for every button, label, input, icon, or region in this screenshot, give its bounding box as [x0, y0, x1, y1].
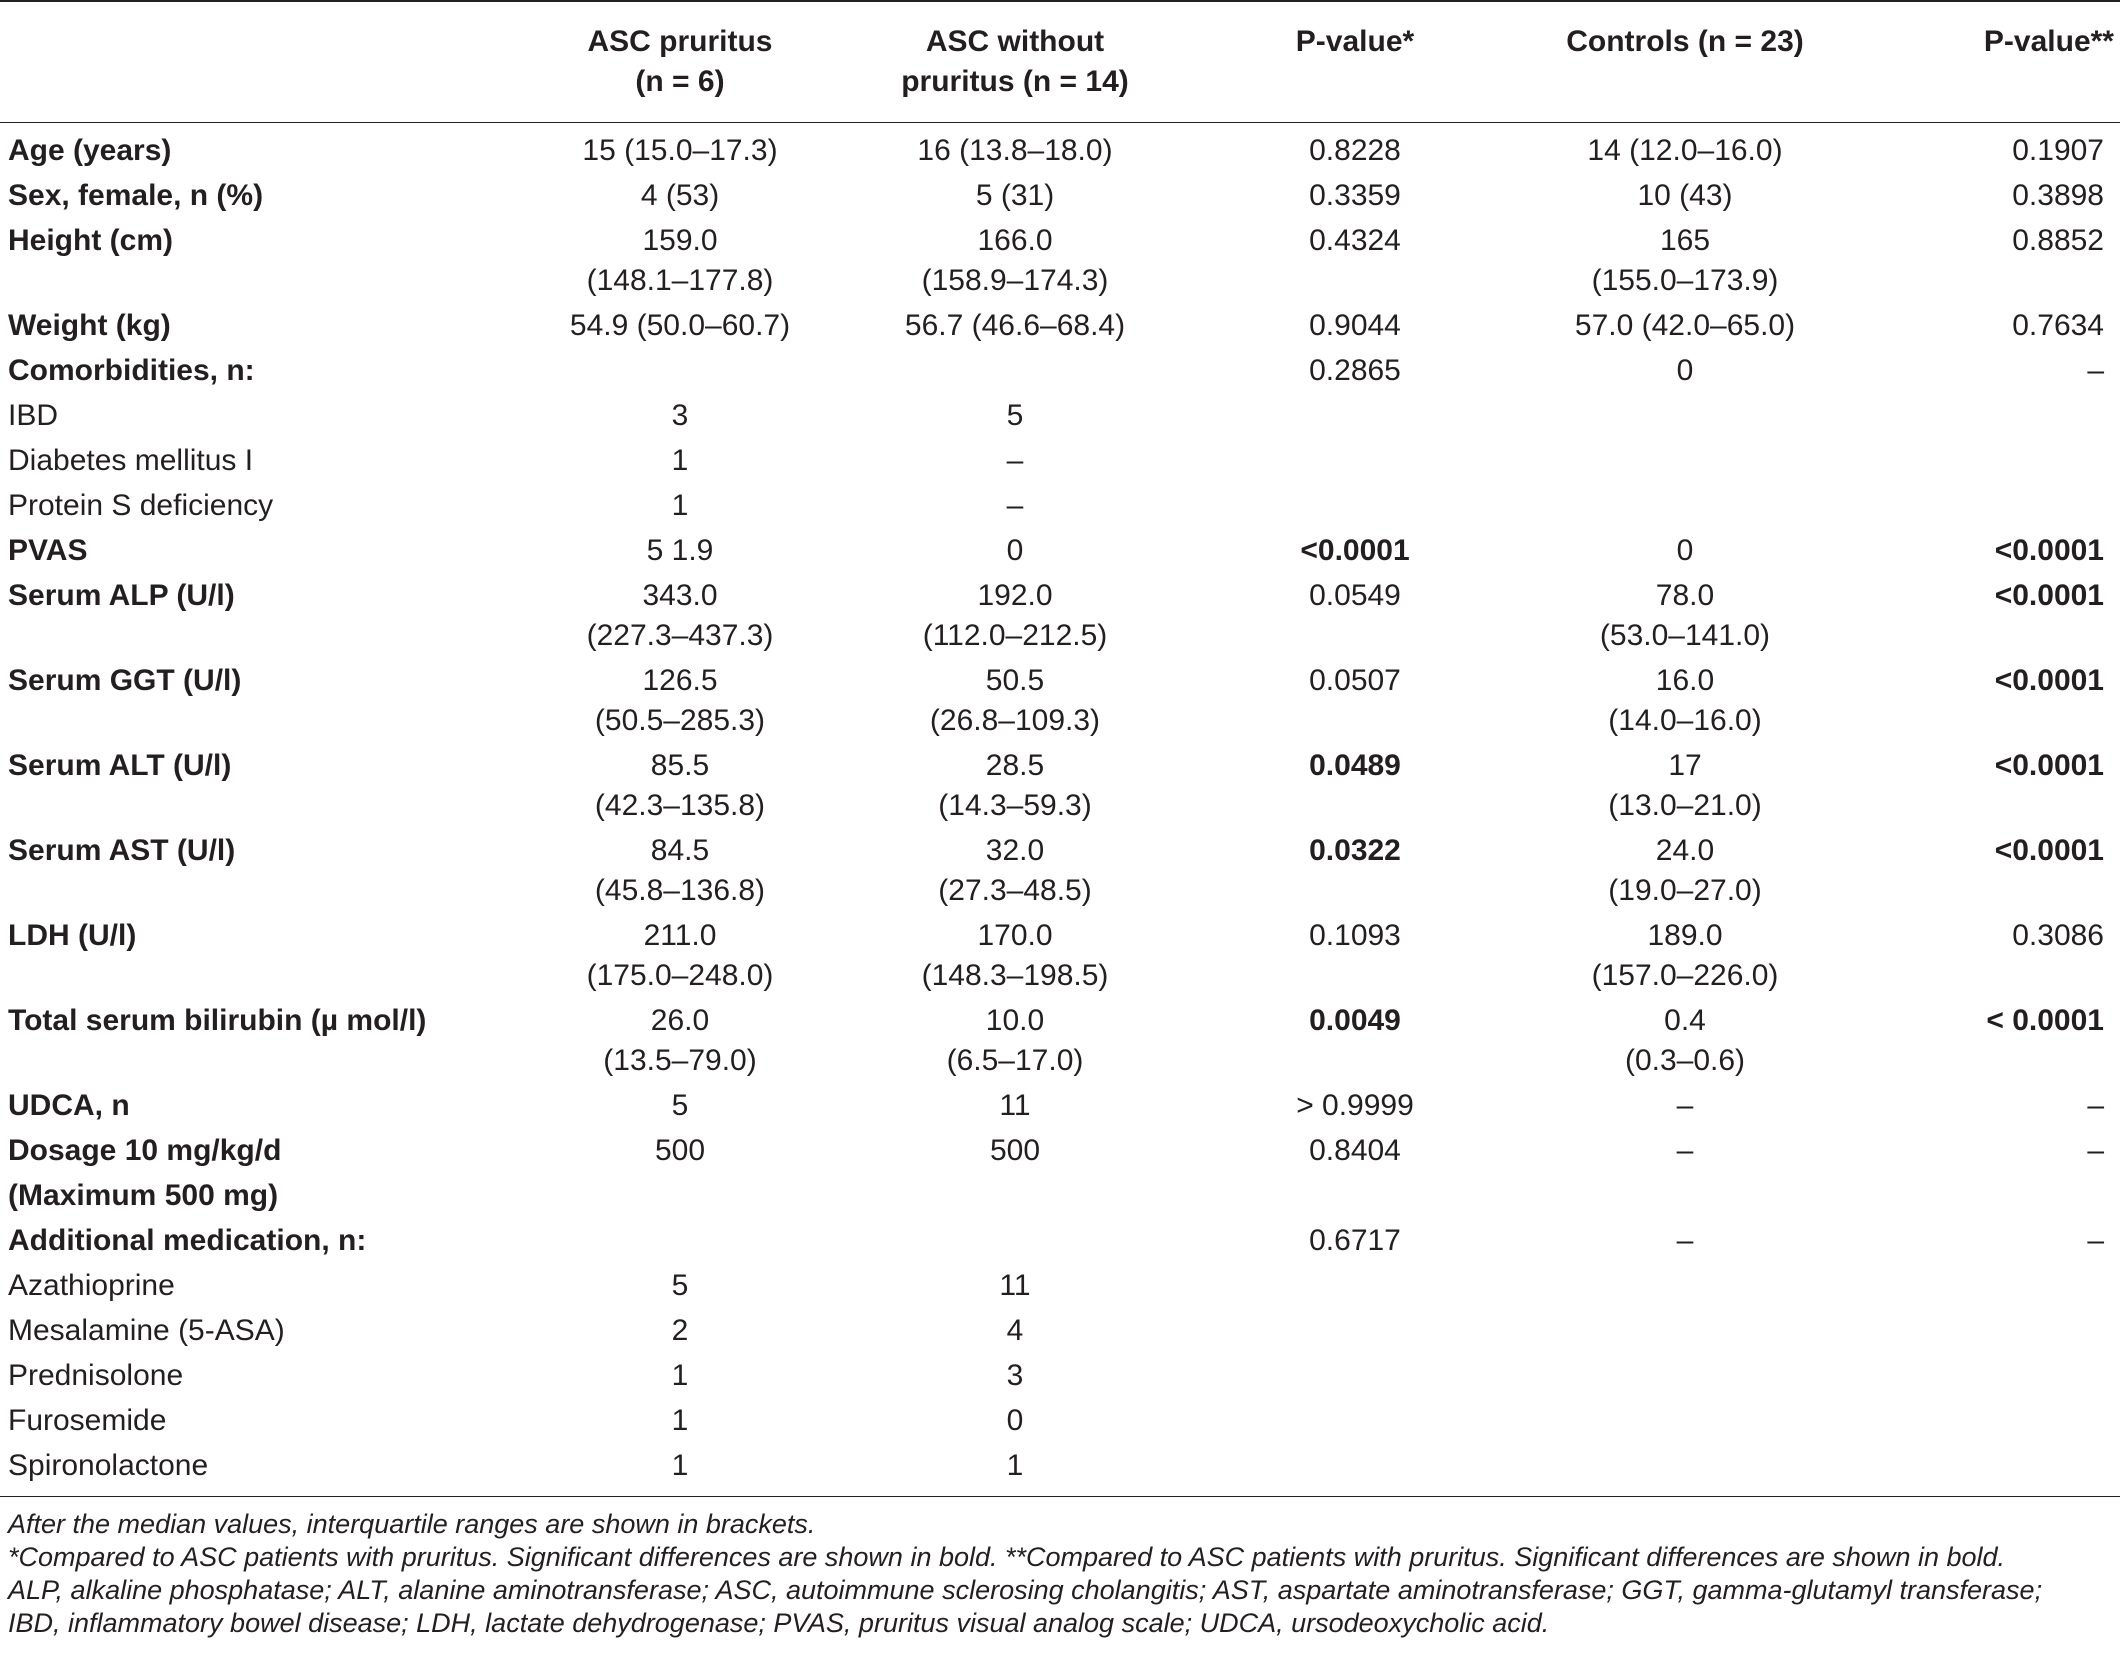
cell-p-value-1 [1210, 393, 1500, 438]
footnote-line: ALP, alkaline phosphatase; ALT, alanine aminotransferase; ASC, autoimmune sclerosing cholangitis; AST, aspartate aminotransferase; GGT, gamma-glutamyl transferase; [8, 1575, 2043, 1605]
cell-p-value-1: 0.0507 [1309, 664, 1401, 697]
row-label: Weight (kg) [8, 309, 171, 342]
cell-asc-without-pruritus: 3 [1006, 1359, 1024, 1392]
cell-p-value-1 [1210, 1353, 1500, 1398]
cell-p-value-1: 0.6717 [1309, 1224, 1401, 1257]
header-p-value-2: P-value** [1983, 25, 2114, 58]
cell-asc-without-pruritus: 56.7 (46.6–68.4) [904, 309, 1126, 342]
row-label: Additional medication, n: [8, 1224, 367, 1257]
cell-asc-pruritus: 15 (15.0–17.3) [582, 134, 778, 167]
cell-asc-pruritus [540, 348, 820, 393]
cell-p-value-1 [1210, 1263, 1500, 1308]
cell-controls: 0.4 (0.3–0.6) [1624, 1004, 1746, 1077]
header-asc-pruritus: ASC pruritus (n = 6) [587, 25, 773, 98]
cell-p-value-1 [1210, 438, 1500, 483]
table-row [0, 438, 2120, 483]
table-row [0, 1398, 2120, 1443]
cell-p-value-2 [1870, 1263, 2120, 1308]
cell-p-value-1: 0.0049 [1309, 1004, 1401, 1037]
cell-p-value-1 [1210, 483, 1500, 528]
cell-controls: 57.0 (42.0–65.0) [1574, 309, 1796, 342]
cell-asc-pruritus: 54.9 (50.0–60.7) [569, 309, 791, 342]
cell-controls: 17 (13.0–21.0) [1608, 749, 1762, 822]
cell-controls: – [1676, 1224, 1694, 1257]
cell-p-value-1 [1210, 1443, 1500, 1497]
header-p-value-1: P-value* [1295, 25, 1415, 58]
table-header [0, 1, 2120, 123]
cell-controls: 189.0 (157.0–226.0) [1591, 919, 1779, 992]
cell-controls: 78.0 (53.0–141.0) [1599, 579, 1771, 652]
cell-asc-without-pruritus: 192.0 (112.0–212.5) [922, 579, 1108, 652]
table-row [0, 173, 2120, 218]
row-label: Prednisolone [8, 1359, 184, 1392]
cell-controls: 14 (12.0–16.0) [1587, 134, 1783, 167]
cell-p-value-1: 0.0489 [1309, 749, 1401, 782]
cell-p-value-2: 0.8852 [2012, 224, 2104, 257]
cell-controls [1500, 1353, 1870, 1398]
cell-controls: 24.0 (19.0–27.0) [1608, 834, 1762, 907]
cell-p-value-2 [1870, 483, 2120, 528]
cell-asc-without-pruritus: 50.5 (26.8–109.3) [929, 664, 1101, 737]
cell-asc-without-pruritus: 170.0 (148.3–198.5) [921, 919, 1109, 992]
cell-asc-without-pruritus: 11 [999, 1269, 1031, 1302]
row-label: Serum AST (U/l) [8, 834, 236, 867]
cell-p-value-2: 0.3898 [2012, 179, 2104, 212]
cell-p-value-2: 0.1907 [2012, 134, 2104, 167]
cell-asc-pruritus: 343.0 (227.3–437.3) [586, 579, 774, 652]
cell-p-value-2: 0.7634 [2012, 309, 2104, 342]
table-row [0, 1083, 2120, 1128]
cell-asc-without-pruritus: 166.0 (158.9–174.3) [921, 224, 1109, 297]
table-row [0, 483, 2120, 528]
cell-controls [1500, 1173, 1870, 1218]
cell-p-value-2: <0.0001 [1994, 579, 2104, 612]
row-label: Serum ALT (U/l) [8, 749, 232, 782]
cell-asc-without-pruritus [820, 1173, 1210, 1218]
cell-controls [1500, 393, 1870, 438]
footnote-line: *Compared to ASC patients with pruritus. Significant differences are shown in bold. **Compared to ASC patients with pruritus. Significant differences are shown in bold. [8, 1542, 2006, 1572]
table-footnotes [8, 1508, 2112, 1640]
row-label: Serum ALP (U/l) [8, 579, 235, 612]
cell-asc-pruritus: 5 1.9 [646, 534, 714, 567]
cell-asc-without-pruritus: 28.5 (14.3–59.3) [938, 749, 1092, 822]
cell-p-value-1: 0.3359 [1309, 179, 1401, 212]
row-label: Mesalamine (5-ASA) [8, 1314, 285, 1347]
table-row [0, 913, 2120, 998]
cell-p-value-2 [1870, 438, 2120, 483]
row-label: PVAS [8, 534, 88, 567]
footnote-line: After the median values, interquartile ranges are shown in brackets. [8, 1509, 816, 1539]
cell-asc-pruritus: 26.0 (13.5–79.0) [603, 1004, 757, 1077]
cell-asc-pruritus: 1 [671, 1359, 689, 1392]
cell-p-value-2: <0.0001 [1994, 534, 2104, 567]
cell-p-value-1 [1210, 1398, 1500, 1443]
cell-p-value-2 [1870, 1353, 2120, 1398]
cell-asc-without-pruritus [820, 1218, 1210, 1263]
cell-p-value-2 [1870, 1398, 2120, 1443]
table-row [0, 658, 2120, 743]
cell-controls [1500, 1263, 1870, 1308]
table-row [0, 393, 2120, 438]
cell-asc-pruritus: 1 [671, 489, 689, 522]
table-row [0, 1263, 2120, 1308]
cell-controls [1500, 1443, 1870, 1497]
cell-p-value-2: – [2087, 354, 2104, 387]
cell-asc-pruritus: 4 (53) [640, 179, 720, 212]
table-row [0, 828, 2120, 913]
cell-asc-without-pruritus: 4 [1006, 1314, 1024, 1347]
cell-p-value-1: 0.9044 [1309, 309, 1401, 342]
cell-p-value-2: <0.0001 [1994, 834, 2104, 867]
cell-asc-pruritus: 5 [671, 1269, 689, 1302]
row-label: Serum GGT (U/l) [8, 664, 242, 697]
table-body [0, 123, 2120, 1497]
table-row [0, 1128, 2120, 1173]
cell-asc-pruritus [540, 1218, 820, 1263]
cell-asc-pruritus: 84.5 (45.8–136.8) [594, 834, 766, 907]
cell-asc-pruritus [540, 1173, 820, 1218]
row-label: Furosemide [8, 1404, 167, 1437]
row-label: (Maximum 500 mg) [8, 1179, 279, 1212]
cell-p-value-1: 0.8404 [1309, 1134, 1401, 1167]
row-label: Azathioprine [8, 1269, 175, 1302]
cell-p-value-2: <0.0001 [1994, 749, 2104, 782]
cell-p-value-1: 0.0549 [1309, 579, 1401, 612]
cell-asc-pruritus: 5 [671, 1089, 689, 1122]
cell-asc-pruritus: 1 [671, 444, 689, 477]
row-label: Dosage 10 mg/kg/d [8, 1134, 282, 1167]
cell-p-value-1: 0.4324 [1309, 224, 1401, 257]
header-row [0, 1, 2120, 123]
cell-asc-without-pruritus: 16 (13.8–18.0) [917, 134, 1113, 167]
cell-p-value-2 [1870, 393, 2120, 438]
cell-controls [1500, 1398, 1870, 1443]
cell-p-value-2 [1870, 1308, 2120, 1353]
cell-asc-pruritus: 85.5 (42.3–135.8) [594, 749, 766, 822]
cell-asc-pruritus: 211.0 (175.0–248.0) [586, 919, 774, 992]
cell-asc-pruritus: 2 [671, 1314, 689, 1347]
cell-asc-without-pruritus: – [1006, 489, 1024, 522]
cell-p-value-1: 0.2865 [1309, 354, 1401, 387]
cell-p-value-2: – [2087, 1134, 2104, 1167]
cell-p-value-1: > 0.9999 [1296, 1089, 1414, 1122]
table-row [0, 998, 2120, 1083]
cell-asc-pruritus: 500 [654, 1134, 706, 1167]
row-label: Sex, female, n (%) [8, 179, 264, 212]
row-label: UDCA, n [8, 1089, 130, 1122]
cell-controls [1500, 438, 1870, 483]
cell-controls: 16.0 (14.0–16.0) [1608, 664, 1762, 737]
table-row [0, 218, 2120, 303]
cell-asc-without-pruritus [820, 348, 1210, 393]
row-label: Age (years) [8, 134, 172, 167]
row-label: IBD [8, 399, 59, 432]
table-row [0, 1308, 2120, 1353]
row-label: Spironolactone [8, 1449, 209, 1482]
row-label: Total serum bilirubin (µ mol/l) [8, 1004, 427, 1037]
cell-asc-pruritus: 3 [671, 399, 689, 432]
row-label: LDH (U/l) [8, 919, 137, 952]
cell-p-value-2: 0.3086 [2012, 919, 2104, 952]
table-row [0, 1443, 2120, 1497]
cell-p-value-1 [1210, 1173, 1500, 1218]
cell-asc-without-pruritus: 5 [1006, 399, 1024, 432]
cell-asc-without-pruritus: 11 [999, 1089, 1031, 1122]
header-controls: Controls (n = 23) [1566, 25, 1804, 58]
cell-controls [1500, 483, 1870, 528]
cell-p-value-2: – [2087, 1224, 2104, 1257]
table-row [0, 1218, 2120, 1263]
cell-p-value-2 [1870, 1173, 2120, 1218]
cell-asc-pruritus: 159.0 (148.1–177.8) [586, 224, 774, 297]
cell-asc-without-pruritus: 10.0 (6.5–17.0) [946, 1004, 1084, 1077]
table-row [0, 743, 2120, 828]
cell-controls: 165 (155.0–173.9) [1591, 224, 1779, 297]
cell-p-value-1: 0.0322 [1309, 834, 1401, 867]
cell-asc-without-pruritus: 1 [1006, 1449, 1024, 1482]
row-label: Diabetes mellitus I [8, 444, 254, 477]
cell-p-value-1 [1210, 1308, 1500, 1353]
cell-controls: – [1676, 1089, 1694, 1122]
cell-asc-pruritus: 126.5 (50.5–285.3) [594, 664, 766, 737]
cell-p-value-2: – [2087, 1089, 2104, 1122]
table-row [0, 573, 2120, 658]
table-row [0, 123, 2120, 174]
row-label: Protein S deficiency [8, 489, 274, 522]
table-row [0, 348, 2120, 393]
row-label: Comorbidities, n: [8, 354, 255, 387]
cell-asc-without-pruritus: 32.0 (27.3–48.5) [938, 834, 1092, 907]
cell-asc-pruritus: 1 [671, 1449, 689, 1482]
cell-p-value-2 [1870, 1443, 2120, 1497]
cell-asc-without-pruritus: 500 [989, 1134, 1041, 1167]
cell-p-value-1: 0.1093 [1309, 919, 1401, 952]
cell-p-value-1: 0.8228 [1309, 134, 1401, 167]
cell-asc-pruritus: 1 [671, 1404, 689, 1437]
cell-controls [1500, 1308, 1870, 1353]
header-blank [0, 1, 540, 123]
cell-controls: – [1676, 1134, 1694, 1167]
cell-asc-without-pruritus: 5 (31) [975, 179, 1055, 212]
header-asc-without-pruritus: ASC without pruritus (n = 14) [901, 25, 1129, 98]
cell-controls: 0 [1676, 534, 1694, 567]
footnote-line: IBD, inflammatory bowel disease; LDH, lactate dehydrogenase; PVAS, pruritus visual analog scale; UDCA, ursodeoxycholic acid. [8, 1608, 1550, 1638]
table-row [0, 1173, 2120, 1218]
table-row [0, 528, 2120, 573]
table-row [0, 303, 2120, 348]
cell-controls: 10 (43) [1637, 179, 1733, 212]
row-label: Height (cm) [8, 224, 173, 257]
cell-p-value-2: <0.0001 [1994, 664, 2104, 697]
cell-asc-without-pruritus: 0 [1006, 1404, 1024, 1437]
cell-controls: 0 [1676, 354, 1694, 387]
cell-asc-without-pruritus: – [1006, 444, 1024, 477]
table-row [0, 1353, 2120, 1398]
cell-p-value-2: < 0.0001 [1986, 1004, 2104, 1037]
cell-p-value-1: <0.0001 [1300, 534, 1410, 567]
cell-asc-without-pruritus: 0 [1006, 534, 1024, 567]
